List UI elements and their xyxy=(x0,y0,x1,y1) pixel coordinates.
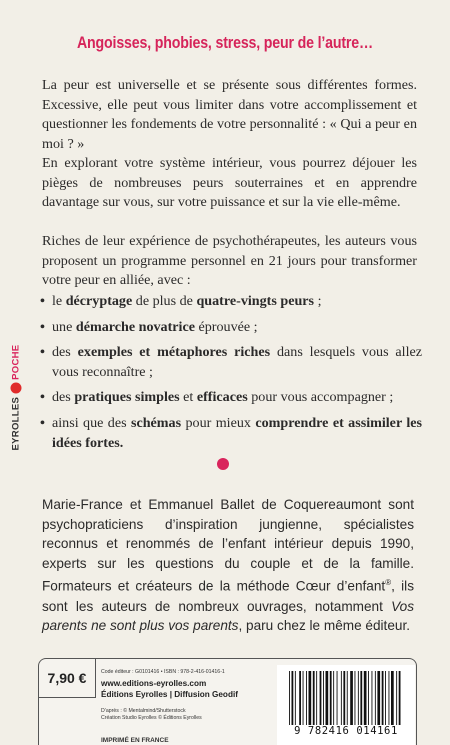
circle-icon xyxy=(10,383,21,394)
series-name: POCHE xyxy=(10,344,22,380)
book-title: Vos parents ne sont plus vos parents xyxy=(42,598,414,634)
list-item: • des exemples et métaphores riches dans lesquels vous allez vous reconnaître ; xyxy=(40,344,422,380)
isbn-codes: Code éditeur : G0101416 • ISBN : 978-2-416-01416-1 xyxy=(101,669,225,675)
list-item: • des pratiques simples et efficaces pour vous accompagner ; xyxy=(40,389,394,406)
series-brand: EYROLLES xyxy=(10,396,22,451)
barcode-icon xyxy=(287,671,409,725)
image-credits: D’après : © Mentalmind/Shutterstock Création Studio Eyrolles © Éditions Eyrolles xyxy=(101,708,202,721)
list-item: • le décryptage de plus de quatre-vingts peurs ; xyxy=(40,293,322,309)
list-item: • une démarche novatrice éprouvée ; xyxy=(40,318,258,335)
distribution: Éditions Eyrolles | Diffusion Geodif xyxy=(101,690,238,699)
barcode xyxy=(277,665,415,745)
intro-paragraph-1: La peur est universelle et se présente sous différentes formes. Excessive, elle peut vous limiter dans votre accomplissement et questionner les fondements de votre personnalité : « Qui a peur en moi ? » xyxy=(42,77,417,152)
authors-bio: Marie-France et Emmanuel Ballet de Coquereaumont sont psychopraticiens d’inspiration jungienne, spécialistes reconnus et renommés de l’enfant intérieur depuis 1990, experts sur les questions du couple et de la famille. Formateurs et créateurs de la méthode Cœur d’enfant®, ils sont les auteurs de nombreux ouvrages, notamment Vos parents ne sont plus vos parents, paru chez le même éditeur. xyxy=(42,497,414,634)
website-link[interactable]: www.editions-eyrolles.com xyxy=(101,679,207,688)
price: 7,90 € xyxy=(39,659,96,698)
series-logo xyxy=(2,330,32,480)
intro-paragraph-2: En explorant votre système intérieur, vous pourrez déjouer les pièges de nombreuses peurs souterraines et en apprendre davantage sur vous, sur votre puissance et sur la vie elle-même. xyxy=(42,155,417,211)
features-list xyxy=(42,292,422,459)
decorative-dot xyxy=(217,458,229,470)
publisher-info-box xyxy=(38,658,417,745)
barcode-digits: 9 782416 014161 xyxy=(294,725,398,737)
headline: Angoisses, phobies, stress, peur de l’autre… xyxy=(76,34,374,52)
intro-paragraph-3: Riches de leur expérience de psychothérapeutes, les auteurs vous proposent un programme personnel en 21 jours pour transformer votre peur en alliée, avec : xyxy=(42,233,417,289)
printed-in: IMPRIMÉ EN FRANCE xyxy=(101,737,169,744)
list-item: • ainsi que des schémas pour mieux comprendre et assimiler les idées fortes. xyxy=(40,414,422,451)
